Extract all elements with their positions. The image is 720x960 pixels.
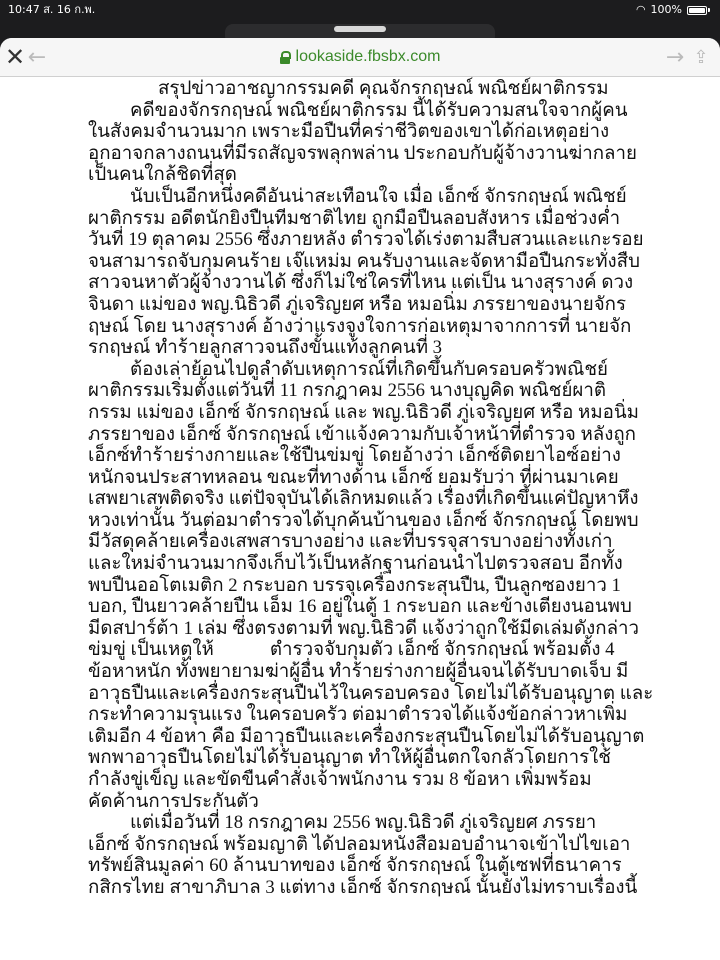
battery-icon — [687, 6, 707, 15]
text-line: ทรัพย์สินมูลค่า 60 ล้านบาทของ เอ็กซ์ จักรกฤษณ์ ในตู้เซฟที่ธนาคาร — [88, 855, 622, 877]
text-line: คดีของจักรกฤษณ์ พณิชย์ผาติกรรม นี้ได้รับความสนใจจากผู้คน — [130, 99, 628, 121]
browser-toolbar — [0, 38, 720, 77]
text-line: กำลังขู่เข็ญ และขัดขืนคำสั่งเจ้าพนักงาน รวม 8 ข้อหา เพิ่มพร้อม — [88, 769, 592, 790]
text-line: กรรม แม่ของ เอ็กซ์ จักรกฤษณ์ และ พญ.นิธิวดี ภู่เจริญยศ หรือ หมอนิ่ม — [88, 401, 639, 423]
text-line: ฤษณ์ โดย นางสุรางค์ อ้างว่าแรงจูงใจการก่อเหตุมาจากการที่ นายจัก — [88, 315, 632, 337]
text-line: ผาติกรรม อดีตนักยิงปืนทีมชาติไทย ถูกมือปืนลอบสังหาร เมื่อช่วงค่ำ — [88, 207, 621, 229]
text-line: จินดา แม่ของ พญ.นิธิวดี ภู่เจริญยศ หรือ หมอนิ่ม ภรรยาของนายจักร — [88, 293, 627, 315]
text-line: มีดสปาร์ต้า 1 เล่ม ซึ่งตรงตามที่ พญ.นิธิวดี แจ้งว่าถูกใช้มีดเล่มดังกล่าว — [88, 617, 640, 639]
text-line: ข่มขู่ เป็นเหตุให้ ตำรวจจับกุมตัว เอ็กซ์ จักรกฤษณ์ พร้อมตั้ง 4 — [88, 639, 615, 661]
document-body — [88, 78, 654, 899]
close-icon[interactable]: ✕ — [4, 43, 26, 71]
status-indicators — [636, 0, 710, 20]
text-line: เอ็กซ์ทำร้ายร่างกายและใช้ปืนข่มขู่ โดยอ้างว่า เอ็กซ์ติดยาไอซ์อย่าง — [88, 445, 621, 467]
battery-percent: 100% — [650, 3, 682, 16]
sheet-grabber[interactable] — [334, 26, 386, 32]
text-line: สาวจนหาตัวผู้จ้างวานได้ ซึ่งก็ไม่ใช่ใครที่ไหน แต่เป็น นางสุรางค์ ดวง — [88, 272, 634, 294]
status-bar — [0, 0, 720, 20]
status-time — [8, 0, 95, 20]
document-title: สรุปข่าวอาชญากรรมคดี คุณจักรกฤษณ์ พณิชย์ผาติกรรม — [158, 78, 609, 99]
text-line: อุกอาจกลางถนนที่มีรถสัญจรพลุกพล่าน ประกอบกับผู้จ้างวานฆ่ากลาย — [88, 142, 637, 164]
text-line: คัดค้านการประกันตัว — [88, 790, 259, 812]
text-line: แต่เมื่อวันที่ 18 กรกฎาคม 2556 พญ.นิธิวดี ภู่เจริญยศ ภรรยา — [130, 812, 597, 834]
clock: 10:47 — [8, 3, 40, 16]
text-line: รกฤษณ์ ทำร้ายลูกสาวจนถึงขั้นแท้งลูกคนที่ 3 — [88, 337, 443, 359]
text-line: กระทำความรุนแรง ในครอบครัว ต่อมาตำรวจได้แจ้งข้อกล่าวหาเพิ่ม — [88, 704, 628, 726]
text-line: อาวุธปืนและเครื่องกระสุนปืนไว้ในครอบครอง โดยไม่ได้รับอนุญาต และ — [88, 682, 654, 704]
date: ส. 16 ก.พ. — [43, 3, 96, 16]
text-line: หนักจนประสาทหลอน ขณะที่ทางด้าน เอ็กซ์ ยอมรับว่า ที่ผ่านมาเคย — [88, 466, 619, 488]
share-icon[interactable]: ⇪ — [693, 46, 709, 68]
text-line: วันที่ 19 ตุลาคม 2556 ซึ่งภายหลัง ตำรวจได้เร่งตามสืบสวนและแกะรอย — [88, 229, 644, 251]
text-line: ผาติกรรมเริ่มตั้งแต่วันที่ 11 กรกฎาคม 2556 นางบุญคิด พณิชย์ผาติ — [88, 380, 606, 402]
browser-sheet — [0, 38, 720, 960]
back-arrow-icon[interactable]: ← — [27, 44, 47, 70]
lock-icon — [280, 51, 290, 64]
wifi-icon: ◠ — [635, 3, 646, 16]
text-line: มีวัสดุคล้ายเครื่องเสพสารบางอย่าง และที่บรรจุสารบางอย่างทั้งเก่า — [88, 531, 613, 553]
battery-tip — [708, 8, 710, 12]
text-line: เติมอีก 4 ข้อหา คือ มีอาวุธปืนและเครื่องกระสุนปืนโดยไม่ได้รับอนุญาต — [88, 725, 645, 747]
text-line: และใหม่จำนวนมากจึงเก็บไว้เป็นหลักฐานก่อนนำไปตรวจสอบ อีกทั้ง — [88, 553, 623, 575]
text-line: เป็นคนใกล้ชิดที่สุด — [88, 164, 237, 186]
text-line: ในสังคมจำนวนมาก เพราะมือปืนที่คร่าชีวิตของเขาได้ก่อเหตุอย่าง — [88, 121, 610, 143]
text-line: พกพาอาวุธปืนโดยไม่ได้รับอนุญาต ทำให้ผู้อื่นตกใจกลัวโดยการใช้ — [88, 747, 611, 769]
text-line: จนสามารถจับกุมคนร้าย เจ๊แหม่ม คนรับงานและจัดหามือปืนกระทั่งสืบ — [88, 250, 640, 272]
text-line: นับเป็นอีกหนึ่งคดีอันน่าสะเทือนใจ เมื่อ เอ็กซ์ จักรกฤษณ์ พณิชย์ — [130, 185, 627, 207]
url-text: lookaside.fbsbx.com — [295, 48, 441, 65]
forward-arrow-icon[interactable]: → — [665, 44, 685, 70]
address-bar[interactable] — [0, 38, 720, 76]
text-line: พบปืนออโตเมติก 2 กระบอก บรรจุเครื่องกระสุนปืน, ปืนลูกซองยาว 1 — [88, 574, 621, 596]
text-line: ต้องเล่าย้อนไปดูลำดับเหตุการณ์ที่เกิดขึ้นกับครอบครัวพณิชย์ — [130, 358, 608, 380]
text-line: ข้อหาหนัก ทั้งพยายามฆ่าผู้อื่น ทำร้ายร่างกายผู้อื่นจนได้รับบาดเจ็บ มี — [88, 661, 629, 683]
text-line: เอ็กซ์ จักรกฤษณ์ พร้อมญาติ ได้ปลอมหนังสือมอบอำนาจเข้าไปไขเอา — [88, 833, 631, 855]
text-line: เสพยาเสพติดจริง แต่ปัจจุบันได้เลิกหมดแล้ว เรื่องที่เกิดขึ้นแค่ปัญหาหึง — [88, 488, 639, 510]
text-line: หวงเท่านั้น วันต่อมาตำรวจได้บุกค้นบ้านของ เอ็กซ์ จักรกฤษณ์ โดยพบ — [88, 509, 639, 531]
text-line: บอก, ปืนยาวคล้ายปืน เอ็ม 16 อยู่ในตู้ 1 กระบอก และข้างเตียงนอนพบ — [88, 596, 632, 618]
text-line: กสิกรไทย สาขาภิบาล 3 แต่ทาง เอ็กซ์ จักรกฤษณ์ นั้นยังไม่ทราบเรื่องนี้ — [88, 876, 638, 898]
text-line: ภรรยาของ เอ็กซ์ จักรกฤษณ์ เข้าแจ้งความกับเจ้าหน้าที่ตำรวจ หลังถูก — [88, 423, 636, 445]
